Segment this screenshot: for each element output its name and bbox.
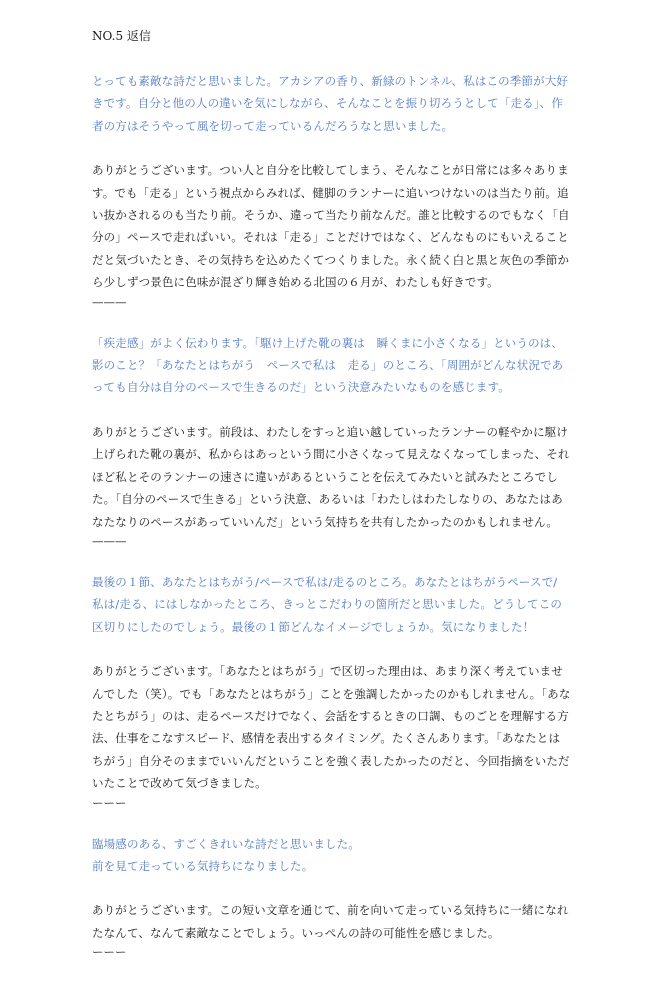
reply-line: ありがとうございます。この短い文章を通じて、前を向いて走っている気持ちに一緒になれ bbox=[92, 903, 569, 918]
section-divider: ーーー bbox=[92, 945, 127, 960]
comment-line: とっても素敵な詩だと思いました。アカシアの香り、新緑のトンネル、私はこの季節が大好 bbox=[92, 74, 569, 88]
reader-comment bbox=[92, 332, 570, 399]
reply-line: たなんて、なんて素敵なことでしょう。いっぺんの詩の可能性を感じました。 bbox=[92, 925, 500, 940]
reply-line: ちがう」自分そのままでいいんだということを強く表したかったのだと、今回指摘をいただ bbox=[92, 753, 570, 768]
page-title: NO.5 返信 bbox=[92, 29, 151, 43]
reply-line: た。「自分のペースで生きる」という決意、あるいは「わたしはわたしなりの、あなたはあ bbox=[92, 492, 563, 507]
reply-line: い抜かされるのも当たり前。そうか、違って当たり前なんだ。誰と比較するのでもなく「自 bbox=[92, 208, 570, 223]
section-divider: ——— bbox=[92, 294, 127, 309]
comment-line: きです。自分と他の人の違いを気にしながら、そんなことを振り切ろうとして「走る」、作 bbox=[92, 96, 563, 111]
reply-line: ら少しずつ景色に色味が混ざり輝き始める北国の６月が、わたしも好きです。 bbox=[92, 275, 499, 290]
reply-line: 分の」ペースで走ればいい。それは「走る」ことだけではなく、どんなものにもいえること bbox=[92, 230, 569, 245]
reader-comment bbox=[92, 70, 570, 137]
author-reply bbox=[92, 660, 570, 794]
qa-section bbox=[92, 70, 570, 310]
reply-line: 上げられた靴の裏が、私からはあっという間に小さくなって見えなくなってしまった、それ bbox=[92, 447, 570, 462]
reply-line: ありがとうございます。「あなたとはちがう」で区切った理由は、あまり深く考えていませ bbox=[92, 664, 563, 679]
reader-comment bbox=[92, 833, 570, 878]
author-reply bbox=[92, 421, 570, 533]
reply-line: いたことで改めて気づきました。 bbox=[92, 776, 267, 791]
comment-line: 「疾走感」がよく伝わります。「駆け上げた靴の裏は 瞬くまに小さくなる」というのは、 bbox=[92, 335, 563, 350]
reply-line: なたなりのペースがあっていいんだ」という気持ちを共有したかったのかもしれません。 bbox=[92, 514, 558, 529]
reply-line: す。でも「走る」という視点からみれば、健脚のランナーに追いつけないのは当たり前。追 bbox=[92, 185, 569, 200]
comment-line: 私は/走る、にはしなかったところ、きっとこだわりの箇所だと思いました。どうしてこの bbox=[92, 597, 563, 612]
qa-section bbox=[92, 332, 570, 549]
reply-line: ありがとうございます。つい人と自分を比較してしまう、そんなことが日常には多々ありま bbox=[92, 163, 569, 178]
reply-line: だと気づいたとき、その気持ちを込めたくてつくりました。永く続く白と黒と灰色の季節か bbox=[92, 252, 570, 267]
qa-section bbox=[92, 571, 570, 811]
author-reply bbox=[92, 899, 570, 944]
reply-line: ありがとうございます。前段は、わたしをすっと追い越していったランナーの軽やかに駆け bbox=[92, 424, 569, 439]
comment-line: 臨場感のある、すごくきれいな詩だと思いました。 bbox=[92, 836, 360, 851]
comment-line: っても自分は自分のペースで生きるのだ」という決意みたいなものを感じます。 bbox=[92, 380, 510, 395]
reply-line: んでした（笑）。でも「あなたとはちがう」ことを強調したかったのかもしれません。「あな bbox=[92, 686, 571, 701]
reply-line: たとちがう」のは、走るペースだけでなく、会話をするときの口調、ものごとを理解する方 bbox=[92, 708, 569, 723]
reply-line: 法、仕事をこなすスピード、感情を表出するタイミング。たくさんあります。「あなたとは bbox=[92, 731, 561, 746]
reader-comment bbox=[92, 571, 570, 638]
comment-line: 影のこと？「あなたとはちがう ペースで私は 走る」のところ、「周囲がどんな状況であ bbox=[92, 358, 564, 373]
reply-line: ほど私とそのランナーの速さに違いがあるということを伝えてみたいと試みたところでし bbox=[92, 469, 558, 484]
author-reply bbox=[92, 159, 570, 293]
comment-line: 区切りにしたのでしょう。最後の１節どんなイメージでしょうか。気になりました！ bbox=[92, 619, 535, 634]
comment-line: 者の方はそうやって風を切って走っているんだろうなと思いました。 bbox=[92, 118, 454, 133]
section-divider: ーーー bbox=[92, 795, 127, 810]
section-divider: ——— bbox=[92, 533, 127, 548]
comment-line: 最後の１節、あなたとはちがう/ペースで私は/走るのところ。あなたとはちがうペースで/ bbox=[92, 574, 558, 589]
qa-section bbox=[92, 833, 570, 961]
document-page bbox=[92, 28, 570, 982]
comment-line: 前を見て走っている気持ちになりました。 bbox=[92, 858, 314, 873]
